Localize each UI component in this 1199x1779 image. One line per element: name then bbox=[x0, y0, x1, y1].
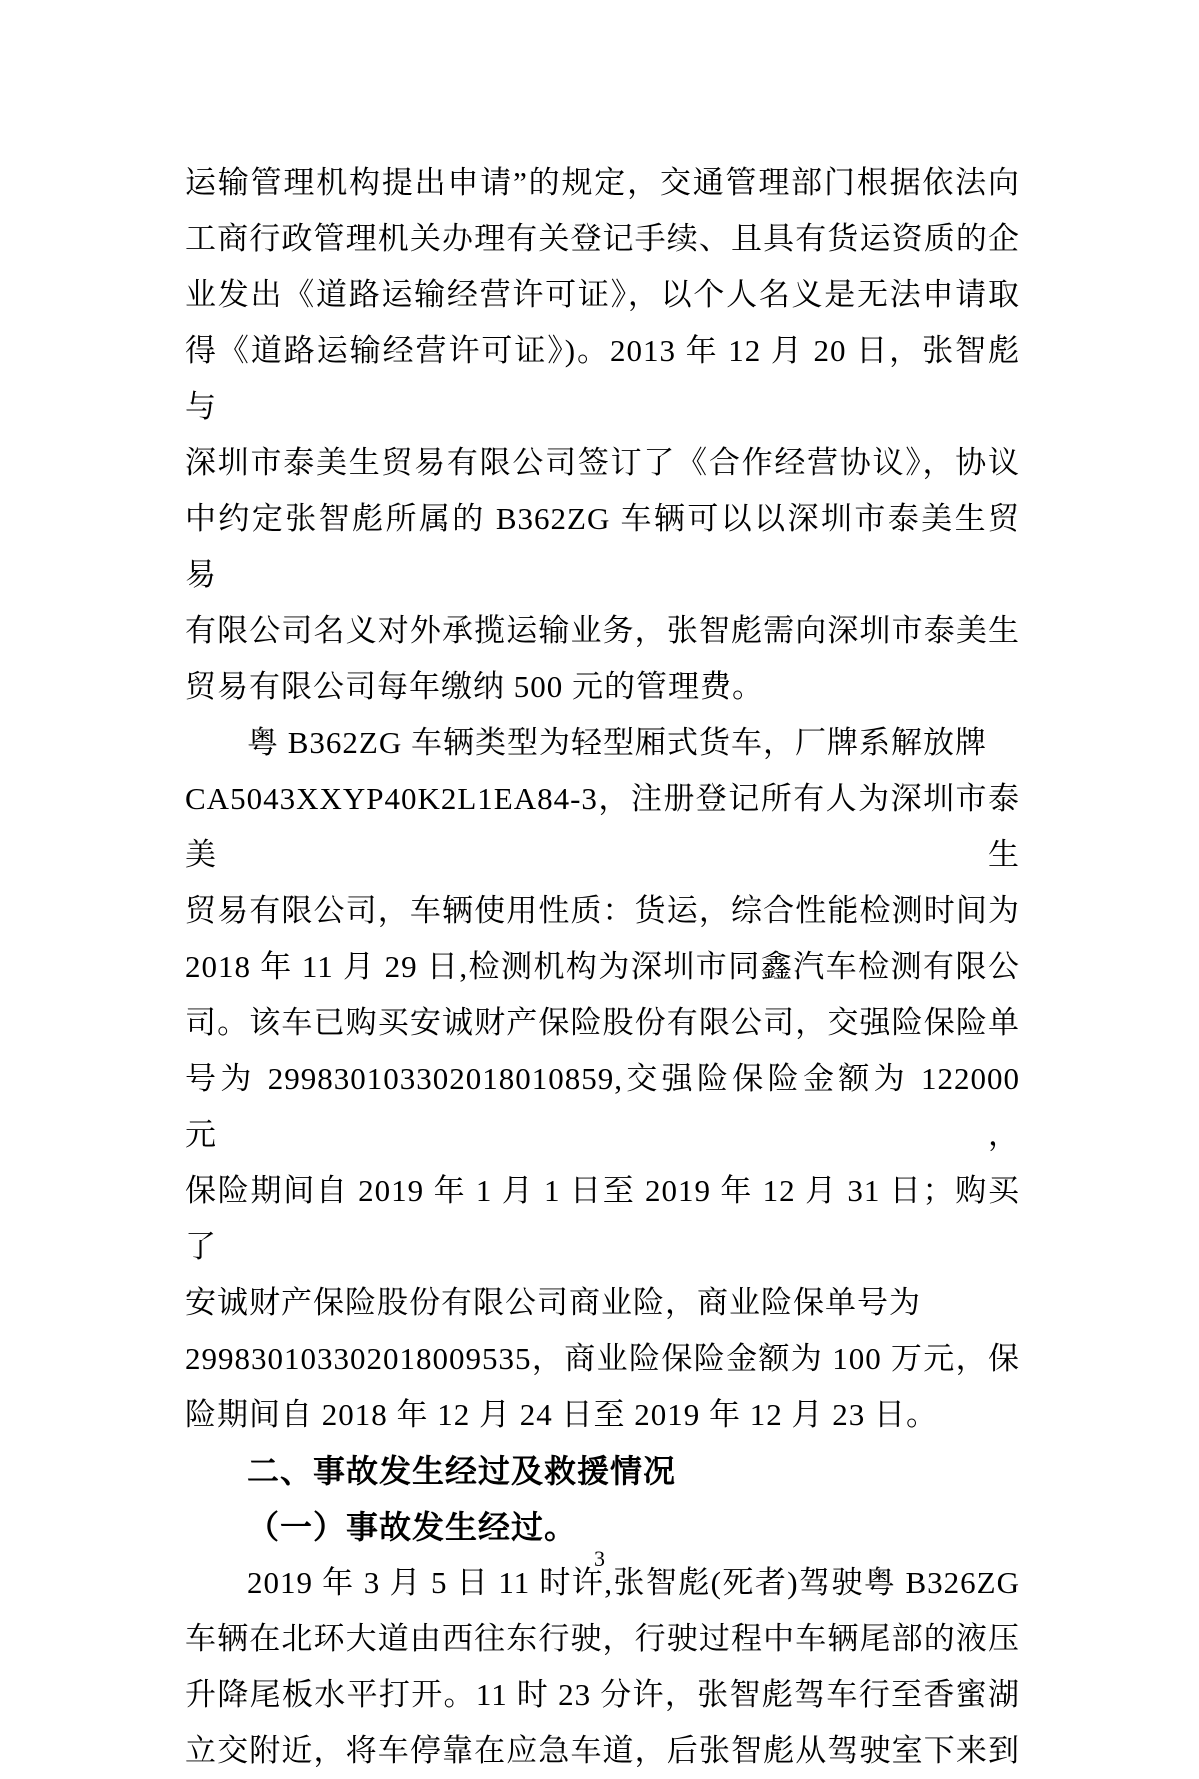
text-line: CA5043XXYP40K2L1EA84-3，注册登记所有人为深圳市泰美生 bbox=[185, 781, 1020, 872]
text-line: 贸易有限公司每年缴纳 500 元的管理费。 bbox=[185, 669, 764, 704]
text-line: 有限公司名义对外承揽运输业务，张智彪需向深圳市泰美生 bbox=[185, 613, 1020, 648]
text-line: 立交附近，将车停靠在应急车道，后张智彪从驾驶室下来到 bbox=[185, 1733, 1020, 1768]
text-line: 得《道路运输经营许可证》)。2013 年 12 月 20 日，张智彪与 bbox=[185, 333, 1020, 424]
document-body bbox=[185, 155, 1020, 1779]
text-line: 299830103302018009535，商业险保险金额为 100 万元，保 bbox=[185, 1341, 1020, 1376]
text-line: 深圳市泰美生贸易有限公司签订了《合作经营协议》，协议 bbox=[185, 445, 1020, 480]
text-line: 安诚财产保险股份有限公司商业险，商业险保单号为 bbox=[185, 1285, 921, 1320]
text-line: 险期间自 2018 年 12 月 24 日至 2019 年 12 月 23 日。 bbox=[185, 1397, 938, 1432]
text-line: 运输管理机构提出申请”的规定，交通管理部门根据依法向 bbox=[185, 165, 1020, 200]
text-line: 司。该车已购买安诚财产保险股份有限公司，交强险保险单 bbox=[185, 1005, 1020, 1040]
text-line: 保险期间自 2019 年 1 月 1 日至 2019 年 12 月 31 日；购买了 bbox=[185, 1173, 1020, 1264]
text-line: 业发出《道路运输经营许可证》，以个人名义是无法申请取 bbox=[185, 277, 1020, 312]
section-heading: （一）事故发生经过。 bbox=[247, 1509, 578, 1545]
text-line: 车辆在北环大道由西往东行驶，行驶过程中车辆尾部的液压 bbox=[185, 1621, 1020, 1656]
text-line: 粤 B362ZG 车辆类型为轻型厢式货车，厂牌系解放牌 bbox=[247, 725, 987, 760]
text-line: 2019 年 3 月 5 日 11 时许,张智彪(死者)驾驶粤 B326ZG bbox=[247, 1565, 1020, 1600]
text-line: 贸易有限公司，车辆使用性质：货运，综合性能检测时间为 bbox=[185, 893, 1020, 928]
text-line: 2018 年 11 月 29 日,检测机构为深圳市同鑫汽车检测有限公 bbox=[185, 949, 1020, 984]
text-line: 工商行政管理机关办理有关登记手续、且具有货运资质的企 bbox=[185, 221, 1020, 256]
section-heading: 二、事故发生经过及救援情况 bbox=[247, 1453, 677, 1489]
page-number: 3 bbox=[594, 1546, 605, 1571]
text-line: 中约定张智彪所属的 B362ZG 车辆可以以深圳市泰美生贸易 bbox=[185, 501, 1020, 592]
text-line: 升降尾板水平打开。11 时 23 分许，张智彪驾车行至香蜜湖 bbox=[185, 1677, 1020, 1712]
text-line: 号为 299830103302018010859,交强险保险金额为 122000 元， bbox=[185, 1061, 1020, 1152]
